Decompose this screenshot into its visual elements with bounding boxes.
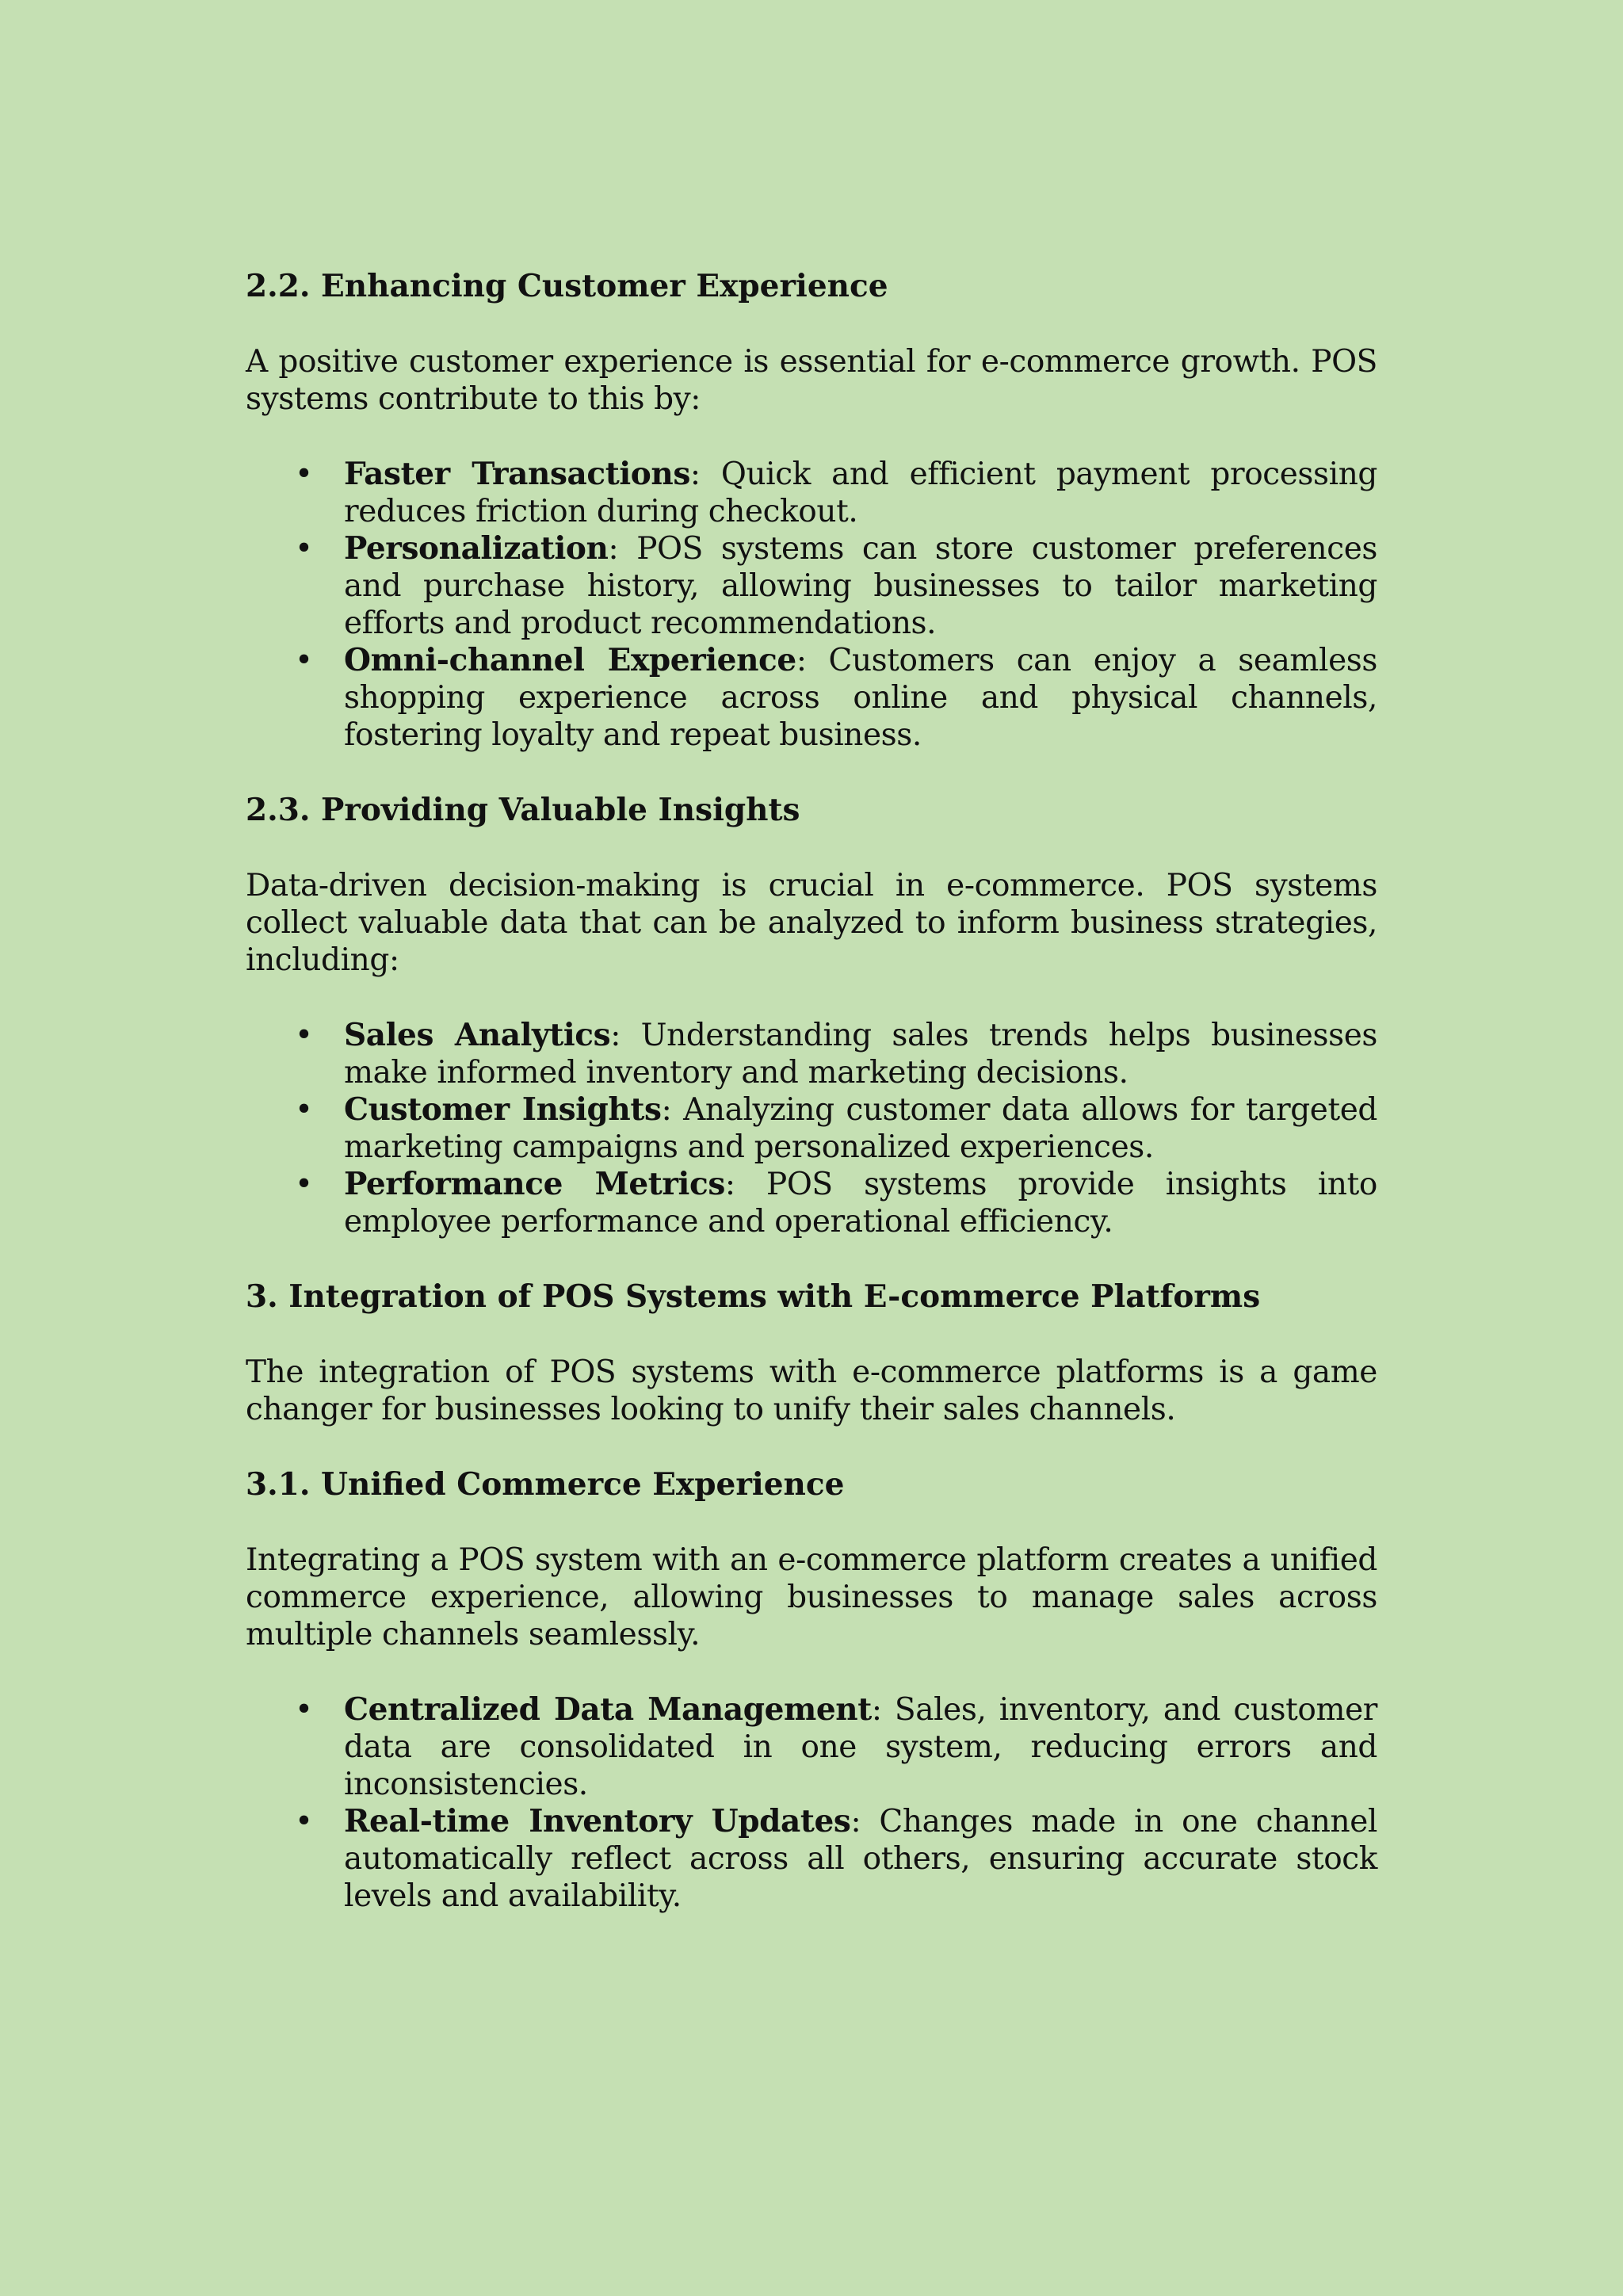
bullet-list-2-3 [246,1017,1377,1240]
section-intro-2-3: Data-driven decision-making is crucial in e-commerce. POS systems collect valuable data that can be analyzed to inform business strategies, including: [246,868,1377,978]
list-item [246,1803,1377,1915]
list-item [246,1166,1377,1240]
bullet-term: Sales Analytics [344,1017,611,1053]
bullet-icon: • [295,1692,313,1728]
bullet-icon: • [295,1092,313,1128]
list-item [246,456,1377,530]
section-heading-3: 3. Integration of POS Systems with E-commerce Platforms [246,1278,1261,1315]
bullet-icon: • [295,643,313,678]
bullet-term: Faster Transactions [344,456,690,492]
section-heading-2-3: 2.3. Providing Valuable Insights [246,792,800,828]
bullet-icon: • [295,457,313,492]
list-item [246,530,1377,642]
bullet-text: : Understanding sales trends helps businesses make informed inventory and marketing decisions. [344,1018,1377,1091]
section-intro-2-2: A positive customer experience is essential for e-commerce growth. POS systems contribute to this by: [246,344,1377,417]
bullet-term: Omni-channel Experience [344,642,796,678]
bullet-term: Real-time Inventory Updates [344,1803,851,1839]
section-heading-3-1: 3.1. Unified Commerce Experience [246,1466,845,1503]
bullet-text: : Customers can enjoy a seamless shopping experience across online and physical channels, fostering loyalty and repeat business. [344,643,1377,753]
bullet-icon: • [295,531,313,567]
section-intro-3-1: Integrating a POS system with an e-commerce platform creates a unified commerce experience, allowing businesses to manage sales across multiple channels seamlessly. [246,1542,1377,1652]
bullet-term: Personalization [344,530,609,567]
bullet-text: : Analyzing customer data allows for targeted marketing campaigns and personalized experiences. [344,1092,1377,1165]
list-item [246,1017,1377,1091]
section-heading-2-2: 2.2. Enhancing Customer Experience [246,268,888,304]
document-content [246,268,1377,1915]
bullet-term: Customer Insights [344,1091,662,1128]
bullet-text: : Quick and efficient payment processing reduces friction during checkout. [344,457,1377,529]
section-intro-3: The integration of POS systems with e-commerce platforms is a game changer for businesses looking to unify their sales channels. [246,1354,1377,1427]
bullet-list-3-1 [246,1691,1377,1915]
bullet-text: : POS systems can store customer preferences and purchase history, allowing businesses to tailor marketing efforts and product recommendations. [344,531,1377,641]
bullet-icon: • [295,1804,313,1839]
list-item [246,642,1377,754]
list-item [246,1091,1377,1166]
bullet-term: Performance Metrics [344,1166,725,1202]
bullet-term: Centralized Data Management [344,1691,872,1728]
bullet-icon: • [295,1018,313,1053]
list-item [246,1691,1377,1803]
bullet-text: : Changes made in one channel automatically reflect across all others, ensuring accurate stock levels and availability. [344,1804,1377,1914]
bullet-icon: • [295,1167,313,1202]
bullet-list-2-2 [246,456,1377,754]
bullet-text: : Sales, inventory, and customer data are consolidated in one system, reducing errors and inconsistencies. [344,1692,1377,1802]
bullet-text: : POS systems provide insights into employee performance and operational efficiency. [344,1167,1377,1240]
